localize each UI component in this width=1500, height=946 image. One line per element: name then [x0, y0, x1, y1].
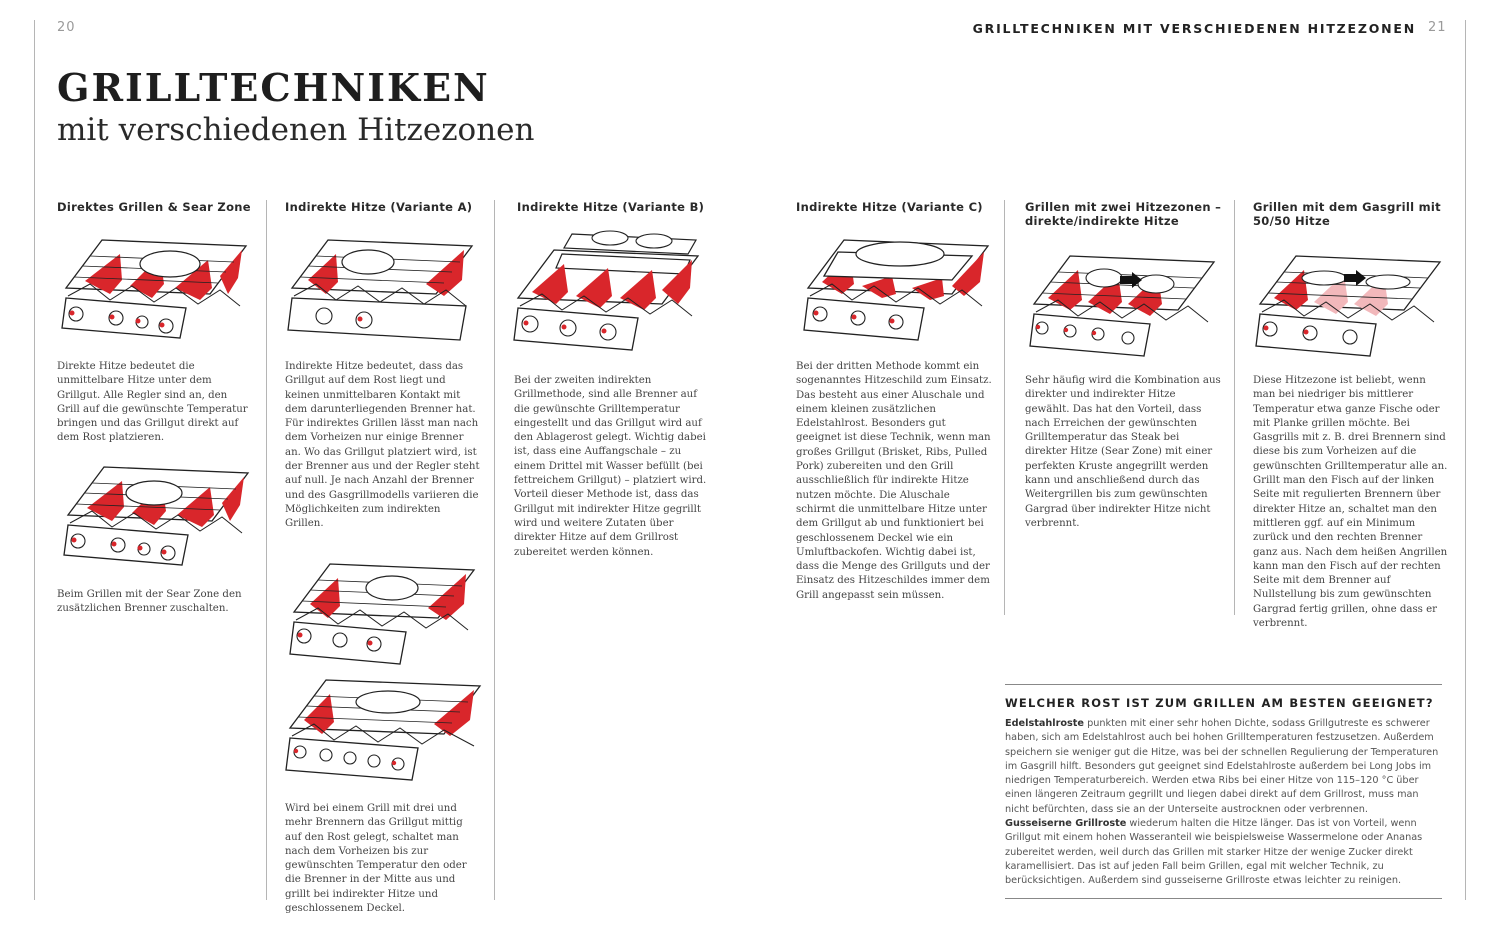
grill-illustration-two-zones: [1028, 252, 1218, 364]
text-50-50: Diese Hitzezone ist beliebt, wenn man bei niedriger bis mittlerer Temperatur etwa ganze Fische oder mit Planke grillen möchte. Bei Gasgrills mit z. B. drei Brennern sind diese bis zum Vorheizen auf die gewünschten Grilltemperatur alle an. Grillt man den Fisch auf der linken Seite mit regulierten Brennern über direkter Hitze an, schaltet man den mittleren ggf. auf ein Minimum zurück und den rechten Brenner ganz aus. Nach dem heißen Angrillen kann man den Fisch auf der rechten Seite mit dem Brenner auf Nullstellung bis zum gewünschten Gargrad fertig grillen, ohne dass er verbrennt.: [1253, 375, 1448, 630]
infobox-bottom-rule: [1005, 898, 1442, 899]
heading-50-50: Grillen mit dem Gasgrill mit 50/50 Hitze: [1253, 200, 1441, 228]
grill-illustration-indirect-b: [512, 228, 702, 358]
grill-illustration-50-50: [1254, 252, 1444, 364]
column-divider: [1004, 200, 1005, 615]
grill-illustration-direct: [60, 236, 250, 348]
text-direct-grilling: Direkte Hitze bedeutet die unmittelbare Hitze unter dem Grillgut. Alle Regler sind an, den Grill auf die gewünschte Temperatur bringen und das Grillgut direkt auf dem Rost platzieren.: [57, 361, 248, 444]
infobox-p1: punkten mit einer sehr hohen Dichte, sodass Grillgutreste es schwerer haben, sich am Edelstahlrost auch bei hohen Grilltemperaturen festzusetzen. Außerdem speichern sie weniger gut die Hitze, was bei der schnellen Regulierung der Temperaturen im Gasgrill hilft. Besonders gut geeignet sind Edelstahlroste außerdem bei Long Jobs im niedrigen Temperaturbereich. Werden etwa Ribs bei einer Hitze von 115–120 °C über einen längeren Zeitraum gegrillt und liegen dabei direkt auf dem Grillrost, muss man nicht befürchten, dass sie an der Unterseite austrocknen oder verbrennen.: [1005, 718, 1439, 815]
right-page-number: 21: [1428, 20, 1447, 35]
infobox-p2: wiederum halten die Hitze länger. Das ist von Vorteil, wenn Grillgut mit einem hohen Wasseranteil wie beispielsweise Wassermelone oder Ananas zubereitet werden, weil durch das Grillen mit starker Hitze der wenige Zucker direkt karamellisiert. Das ist auf jeden Fall beim Grillen, egal mit welcher Technik, zu berücksichtigen. Außerdem sind gusseiserne Grillroste etwas leichter zu reinigen.: [1005, 818, 1423, 887]
text-two-zones: Sehr häufig wird die Kombination aus direkter und indirekter Hitze gewählt. Das hat den Vorteil, dass nach Erreichen der gewünschten Grilltemperatur das Steak bei direkter Hitze (Sear Zone) mit einer perfekten Kruste angegrillt werden kann und anschließend durch das Weitergrillen bis zum gewünschten Gargrad über indirekter Hitze nicht verbrennt.: [1025, 375, 1221, 529]
infobox-p2-term: Gusseiserne Grillroste: [1005, 818, 1127, 830]
infobox-heading: WELCHER ROST IST ZUM GRILLEN AM BESTEN GEEIGNET?: [1005, 696, 1434, 710]
text-indirect-a-center: Wird bei einem Grill mit drei und mehr Brennern das Grillgut mittig auf den Rost gelegt, schaltet man nach dem Vorheizen bis zur gewünschten Temperatur den oder die Brenner in der Mitte aus und grillt bei indirekter Hitze und geschlossenem Deckel.: [285, 803, 467, 915]
page-edge-left: [34, 20, 35, 900]
column-divider: [494, 200, 495, 900]
heading-direct-grilling: Direktes Grillen & Sear Zone: [57, 200, 251, 214]
text-indirect-c: Bei der dritten Methode kommt ein sogenanntes Hitzeschild zum Einsatz. Das besteht aus einer Aluschale und einem kleinen zusätzlichen Edelstahlrost. Besonders gut geeignet ist diese Technik, wenn man großes Grillgut (Brisket, Ribs, Pulled Pork) zubereiten und den Grill ausschließlich für indirekte Hitze nutzen möchte. Die Aluschale schirmt die unmittelbare Hitze unter dem Grillgut ab und funktioniert bei geschlossenem Deckel wie ein Umluftbackofen. Wichtig dabei ist, dass die Menge des Grillguts und der Einsatz des Hitzeschildes immer dem Grill angepasst sein müssen.: [796, 361, 992, 601]
column-divider: [1234, 200, 1235, 615]
grill-illustration-indirect-a-center: [288, 560, 478, 672]
page-subtitle: mit verschiedenen Hitzezonen: [57, 112, 535, 148]
page-title: GRILLTECHNIKEN: [57, 65, 490, 110]
infobox-top-rule: [1005, 684, 1442, 685]
left-page-number: 20: [57, 20, 76, 35]
page-edge-right: [1465, 20, 1466, 900]
grill-illustration-indirect-a: [286, 236, 476, 348]
text-indirect-b: Bei der zweiten indirekten Grillmethode, sind alle Brenner auf die gewünschte Grilltemperatur eingestellt und das Grillgut wird auf den Ablagerost gelegt. Wichtig dabei ist, dass eine Auffangschale – zu einem Drittel mit Wasser befüllt (bei fettreichem Grillgut) – platziert wird. Vorteil dieser Methode ist, dass das Grillgut mit indirekter Hitze gegrillt wird und weitere Zutaten über direkter Hitze auf dem Grillrost zubereitet werden können.: [514, 375, 707, 558]
grill-illustration-sear-zone: [62, 463, 252, 575]
column-divider: [266, 200, 267, 900]
infobox-p1-term: Edelstahlroste: [1005, 718, 1084, 729]
text-sear-zone: Beim Grillen mit der Sear Zone den zusätzlichen Brenner zuschalten.: [57, 589, 242, 615]
running-title: GRILLTECHNIKEN MIT VERSCHIEDENEN HITZEZONEN: [972, 21, 1416, 36]
grill-illustration-indirect-c: [802, 236, 992, 348]
heading-indirect-c: Indirekte Hitze (Variante C): [796, 200, 983, 214]
heading-two-zones: Grillen mit zwei Hitzezonen – direkte/indirekte Hitze: [1025, 200, 1222, 228]
infobox-body: [1005, 717, 1442, 889]
heading-indirect-b: Indirekte Hitze (Variante B): [517, 200, 705, 214]
text-indirect-a: Indirekte Hitze bedeutet, dass das Grillgut auf dem Rost liegt und keinen unmittelbaren Kontakt mit dem darunterliegenden Brenner hat. Für indirektes Grillen lässt man nach dem Vorheizen nur einige Brenner an. Wo das Grillgut platziert wird, ist der Brenner aus und der Regler steht auf null. Je nach Anzahl der Brenner und des Gasgrillmodells variieren die Möglichkeiten zum indirekten Grillen.: [285, 361, 480, 530]
heading-indirect-a: Indirekte Hitze (Variante A): [285, 200, 473, 214]
grill-illustration-indirect-a-five-burner: [284, 676, 484, 788]
